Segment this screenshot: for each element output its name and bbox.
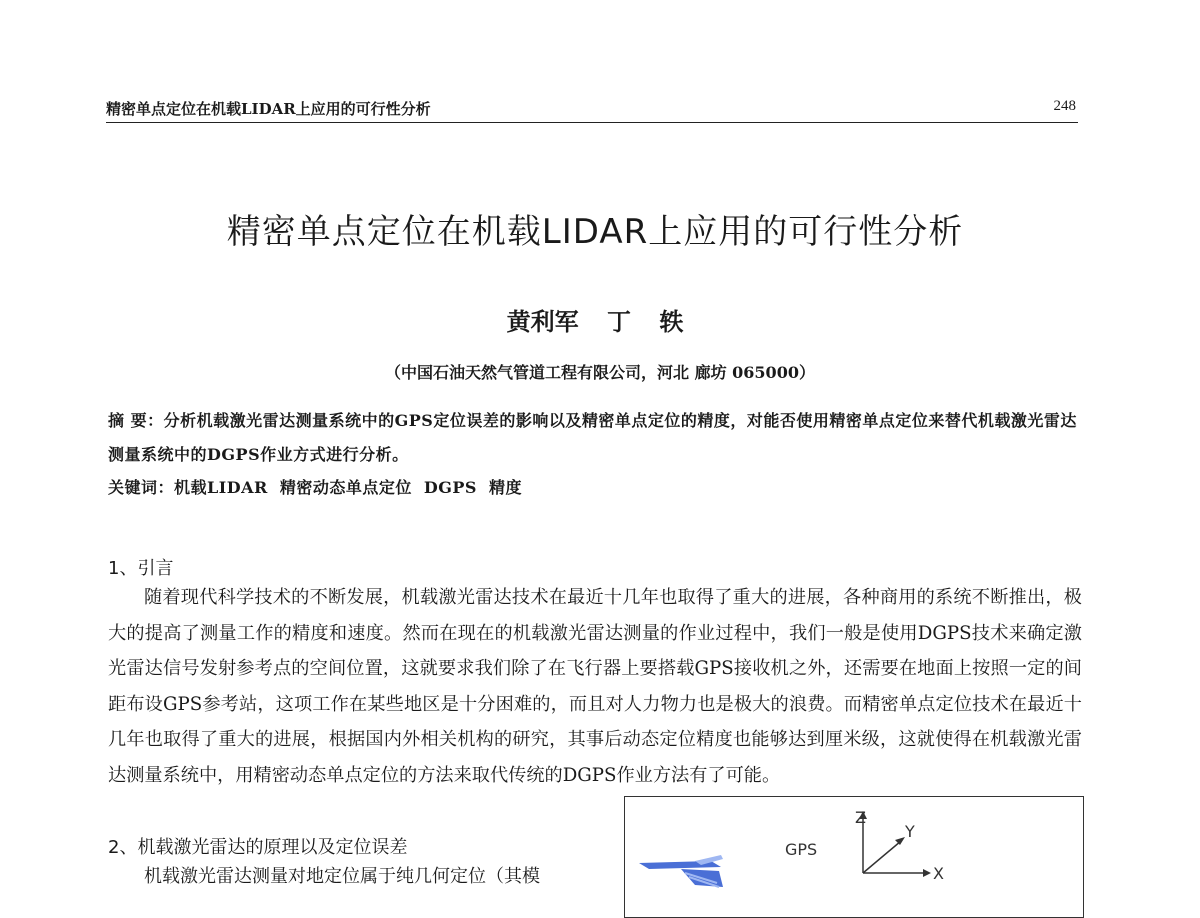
keywords xyxy=(108,474,1080,502)
keywords-label: 关键词： xyxy=(108,478,175,497)
keyword: 机载LIDAR xyxy=(174,478,268,497)
running-header xyxy=(106,96,1078,123)
body-paragraph: 随着现代科学技术的不断发展，机载激光雷达技术在最近十几年也取得了重大的进展，各种商用的系统不断推出，极大的提高了测量工作的精度和速度。然而在现在的机载激光雷达测量的作业过程中，我们一般是使用DGPS技术来确定激光雷达信号发射参考点的空间位置，这就要求我们除了在飞行器上要搭载GPS接收机之外，还需要在地面上按照一定的间距布设GPS参考站，这项工作在某些地区是十分困难的，而且对人力物力也是极大的浪费。而精密单点定位技术在最近十几年也取得了重大的进展，根据国内外相关机构的研究，其事后动态定位精度也能够达到厘米级，这就使得在机载激光雷达测量系统中，用精密动态单点定位的方法来取代传统的DGPS作业方法有了可能。 xyxy=(108,587,1082,786)
running-title: 精密单点定位在机载LIDAR上应用的可行性分析 xyxy=(106,100,431,118)
axis-y-label: Y xyxy=(905,822,915,841)
figure-graphic xyxy=(625,797,1083,917)
abstract-label: 摘 要： xyxy=(108,411,164,430)
abstract-text: 分析机载激光雷达测量系统中的GPS定位误差的影响以及精密单点定位的精度，对能否使用精密单点定位来替代机载激光雷达测量系统中的DGPS作业方式进行分析。 xyxy=(108,411,1077,464)
section-heading: 2、机载激光雷达的原理以及定位误差 xyxy=(108,837,408,858)
page-number: 248 xyxy=(1053,98,1076,114)
lidar-figure xyxy=(624,796,1084,918)
axis-z-label: Z xyxy=(855,808,866,827)
affiliation: （中国石油天然气管道工程有限公司，河北 廊坊 065000） xyxy=(385,363,815,382)
keyword: 精密动态单点定位 xyxy=(279,478,412,497)
author-name: 丁 轶 xyxy=(607,307,684,336)
keyword: 精度 xyxy=(488,478,522,497)
paper-title: 精密单点定位在机载LIDAR上应用的可行性分析 xyxy=(226,212,964,252)
aircraft-illustration xyxy=(639,855,723,887)
axis-x-label: X xyxy=(933,864,944,883)
abstract xyxy=(108,404,1080,472)
gps-label: GPS xyxy=(785,840,818,859)
author-name: 黄利军 xyxy=(506,307,579,336)
body-paragraph: 机载激光雷达测量对地定位属于纯几何定位（其模 xyxy=(144,866,540,887)
axes-icon xyxy=(859,811,931,877)
authors xyxy=(0,302,1190,337)
keyword: DGPS xyxy=(423,478,477,497)
section-heading: 1、引言 xyxy=(108,558,174,579)
